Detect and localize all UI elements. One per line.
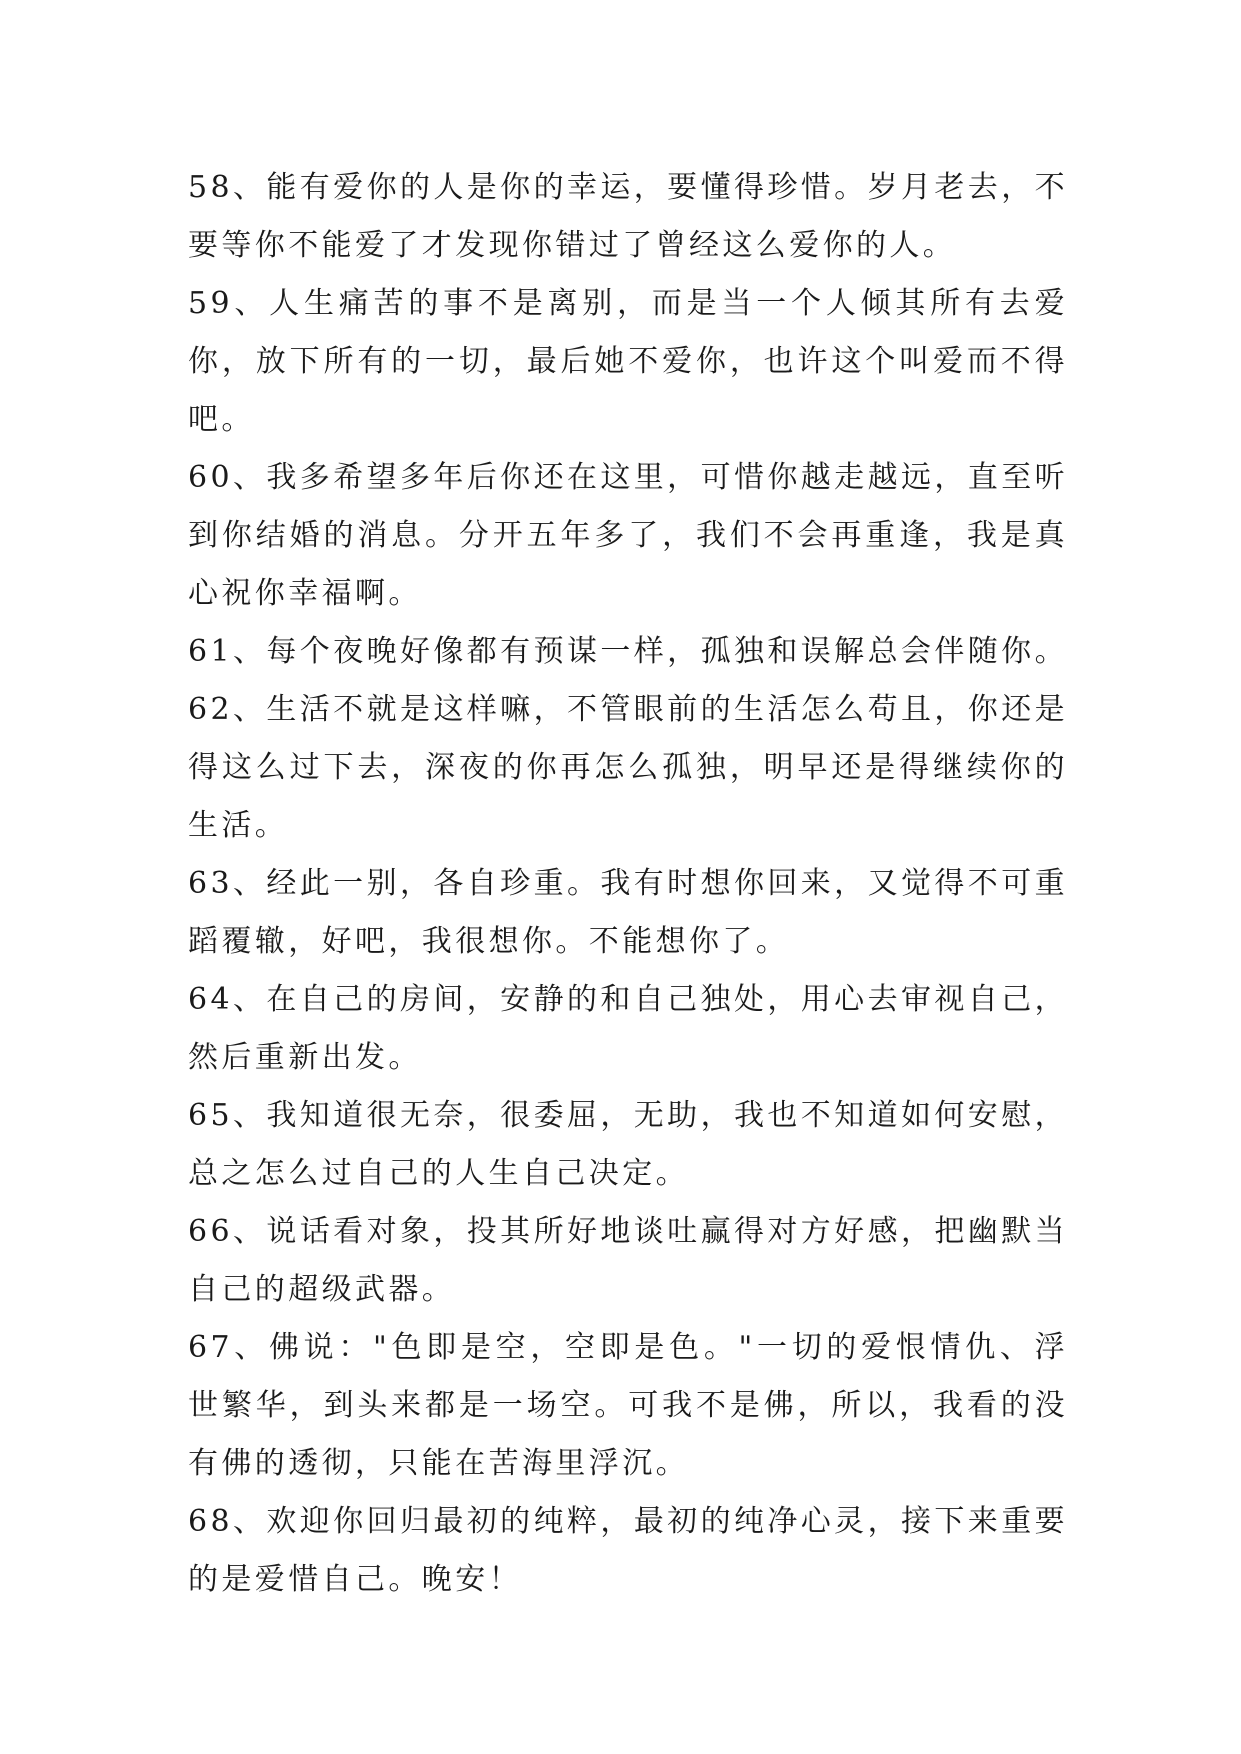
- paragraph-64: 64、在自己的房间，安静的和自己独处，用心去审视自己，然后重新出发。: [188, 982, 1068, 1075]
- paragraph-65: 65、我知道很无奈，很委屈，无助，我也不知道如何安慰，总之怎么过自己的人生自己决定。: [188, 1098, 1068, 1191]
- paragraph-59: 59、人生痛苦的事不是离别，而是当一个人倾其所有去爱你，放下所有的一切，最后她不爱你，也许这个叫爱而不得吧。: [188, 286, 1068, 437]
- paragraph-68: 68、欢迎你回归最初的纯粹，最初的纯净心灵，接下来重要的是爱惜自己。晚安！: [188, 1504, 1068, 1597]
- paragraph-63: 63、经此一别，各自珍重。我有时想你回来，又觉得不可重蹈覆辙，好吧，我很想你。不能想你了。: [188, 866, 1068, 959]
- paragraph-58: 58、能有爱你的人是你的幸运，要懂得珍惜。岁月老去，不要等你不能爱了才发现你错过了曾经这么爱你的人。: [188, 170, 1068, 263]
- document-body: [188, 159, 1068, 1609]
- paragraph-66: 66、说话看对象，投其所好地谈吐赢得对方好感，把幽默当自己的超级武器。: [188, 1214, 1068, 1307]
- paragraph-62: 62、生活不就是这样嘛，不管眼前的生活怎么苟且，你还是得这么过下去，深夜的你再怎么孤独，明早还是得继续你的生活。: [188, 692, 1068, 843]
- paragraph-61: 61、每个夜晚好像都有预谋一样，孤独和误解总会伴随你。: [188, 634, 1068, 669]
- paragraph-67: 67、佛说："色即是空，空即是色。"一切的爱恨情仇、浮世繁华，到头来都是一场空。可我不是佛，所以，我看的没有佛的透彻，只能在苦海里浮沉。: [188, 1330, 1068, 1481]
- paragraph-60: 60、我多希望多年后你还在这里，可惜你越走越远，直至听到你结婚的消息。分开五年多了，我们不会再重逢，我是真心祝你幸福啊。: [188, 460, 1068, 611]
